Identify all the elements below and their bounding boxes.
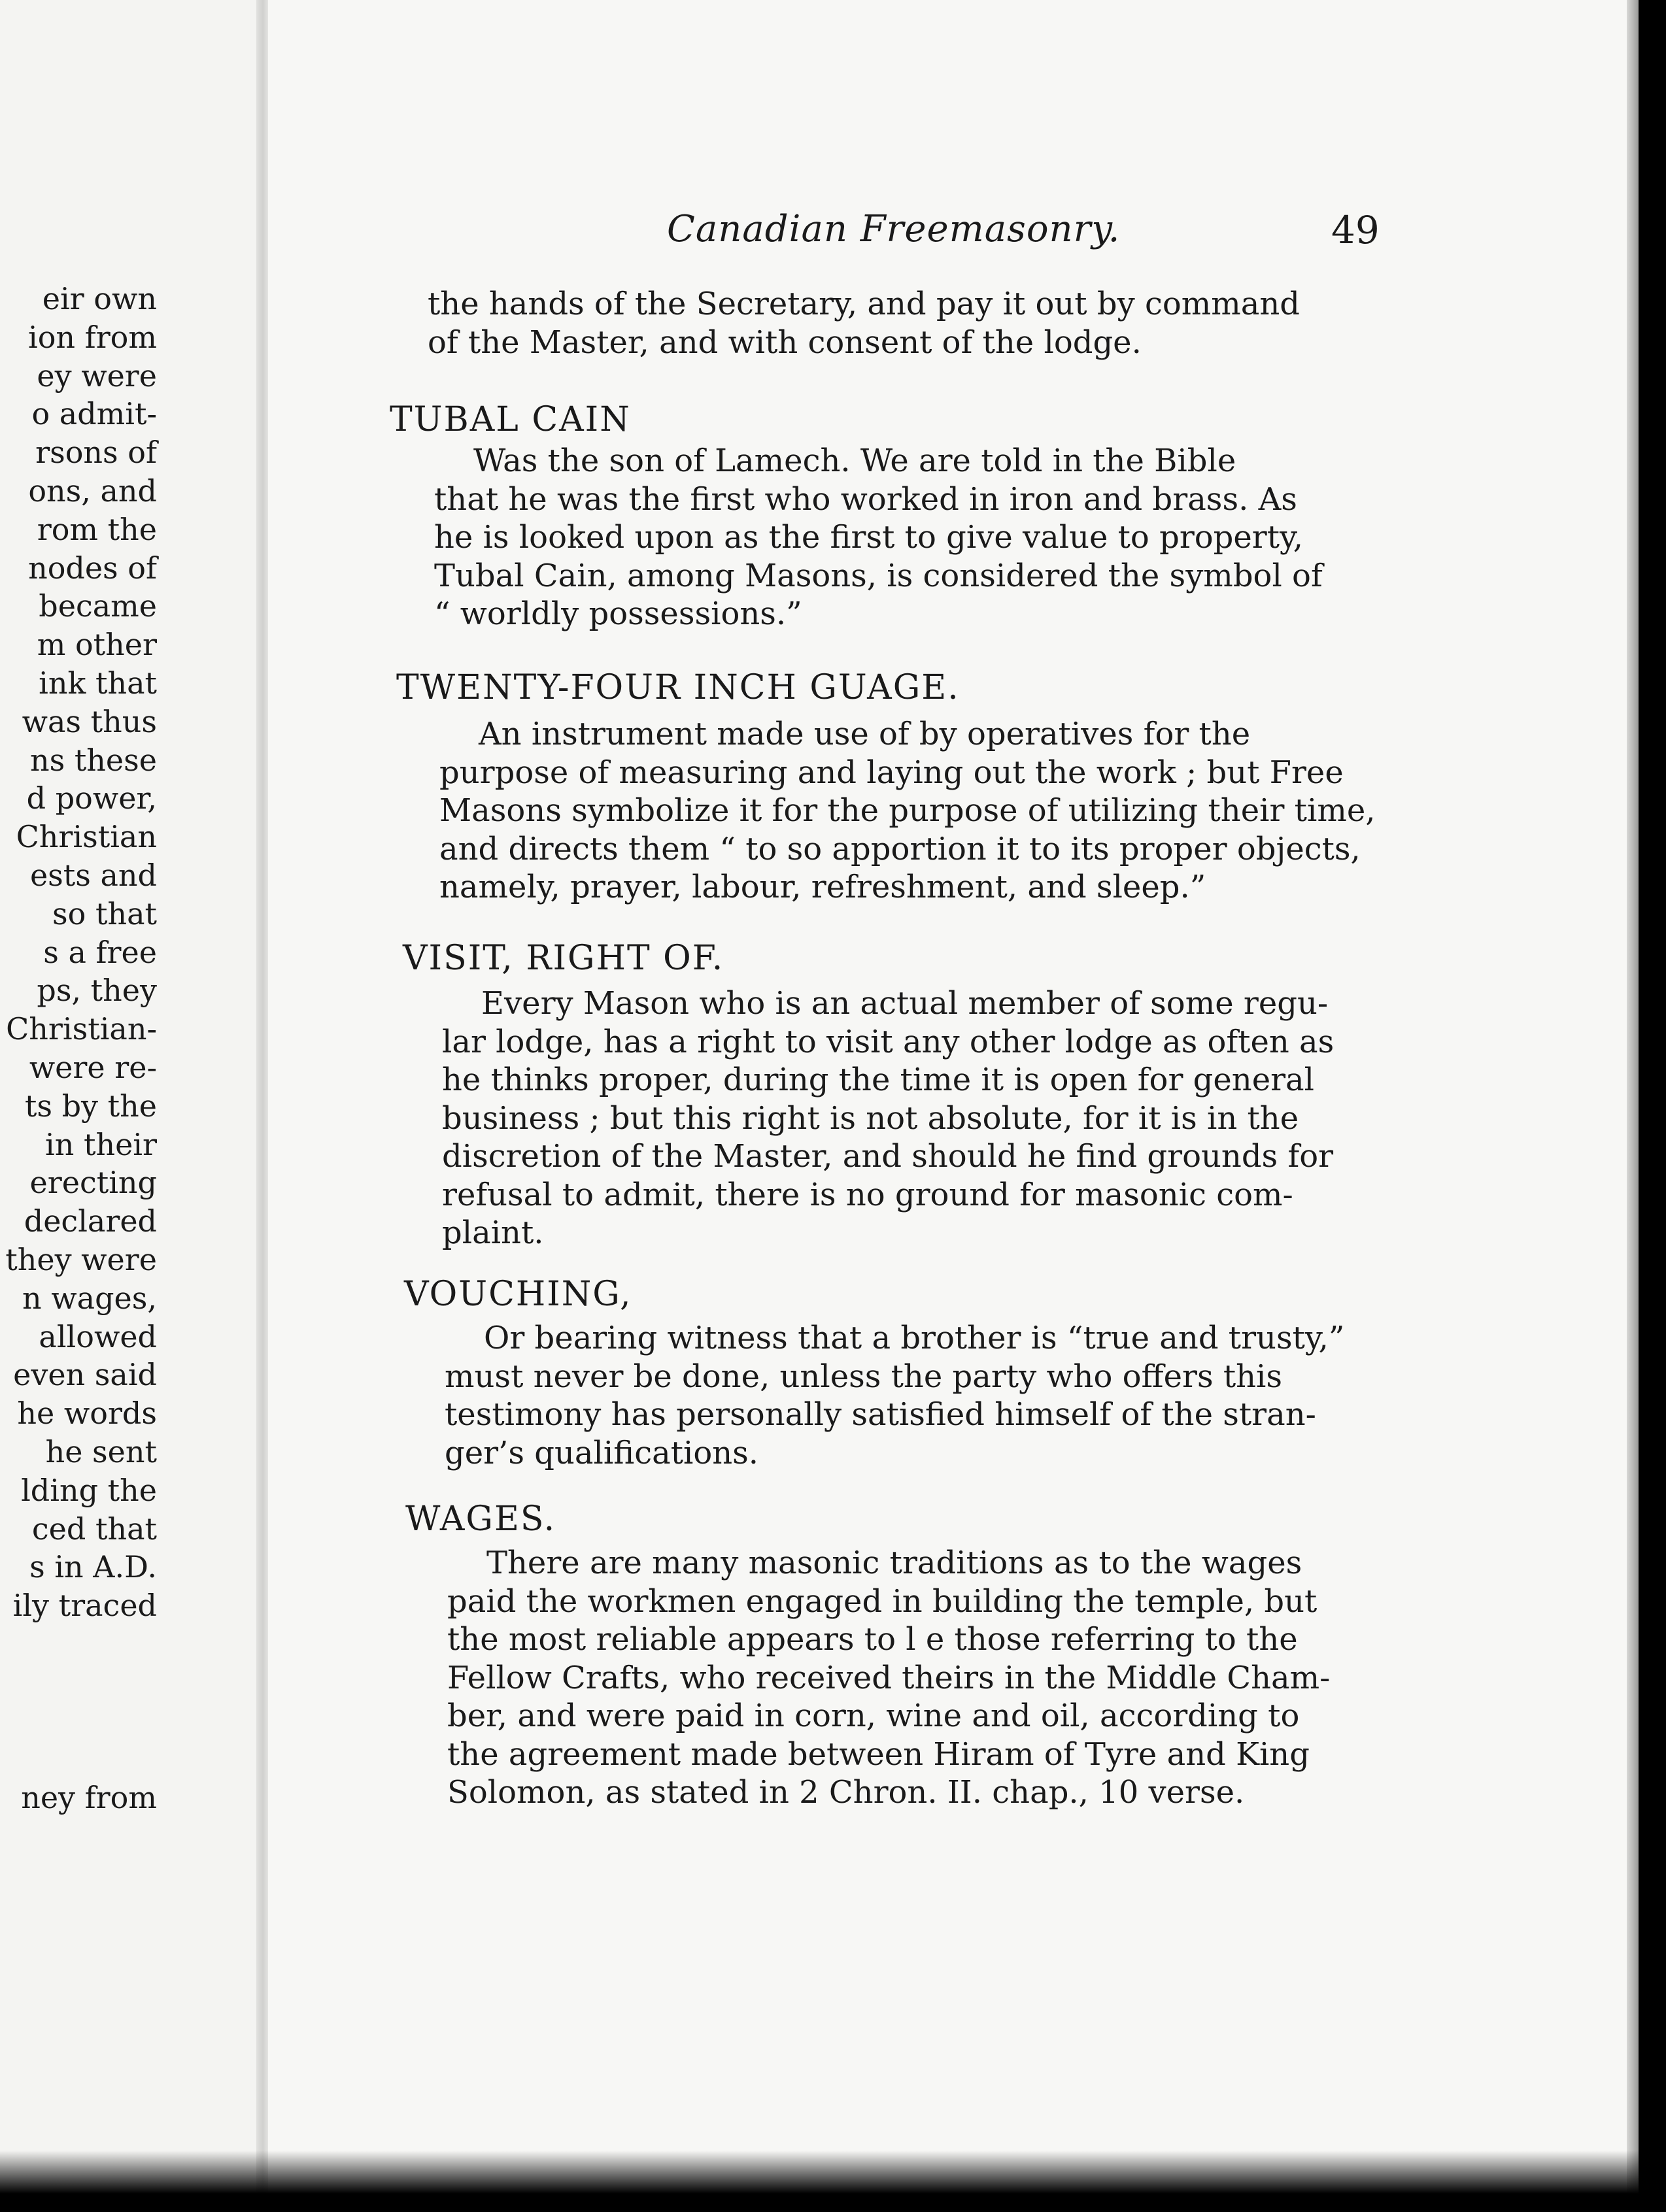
left-page-line: ons, and [28, 473, 157, 509]
left-page-line: he sent [45, 1433, 157, 1469]
text-line: the agreement made between Hiram of Tyre and King [447, 1735, 1310, 1773]
right-page [268, 0, 1633, 2212]
left-page-line: erecting [29, 1165, 157, 1201]
entry-body-wages [447, 1544, 1403, 1812]
entry-heading-twenty-four-inch-guage: TWENTY-FOUR INCH GUAGE. [396, 668, 960, 707]
left-page-line: ney from [21, 1779, 157, 1815]
left-page-line: rom the [37, 511, 157, 547]
left-page-line: so that [52, 896, 157, 931]
left-page-line: ns these [29, 742, 157, 778]
text-line: purpose of measuring and laying out the work ; but Free [439, 754, 1344, 791]
continuation-paragraph [428, 285, 1389, 361]
left-page-line: even said [13, 1357, 157, 1393]
page-number: 49 [1331, 208, 1380, 252]
entry-heading-wages: WAGES. [405, 1500, 556, 1539]
left-page-line: became [39, 588, 157, 624]
left-page-line: ts by the [24, 1088, 157, 1124]
text-line: plaint. [442, 1215, 544, 1251]
text-line: he thinks proper, during the time it is open for general [442, 1062, 1315, 1098]
text-line: discretion of the Master, and should he find grounds for [442, 1138, 1334, 1175]
entry-body-tubal-cain [434, 442, 1390, 633]
left-page-line: ink that [39, 665, 157, 701]
text-line: business ; but this right is not absolute, for it is in the [442, 1099, 1299, 1137]
entry-heading-tubal-cain: TUBAL CAIN [390, 400, 631, 439]
left-page-line: ced that [31, 1511, 157, 1547]
text-line: the most reliable appears to l e those referring to the [447, 1621, 1298, 1658]
text-line: lar lodge, has a right to visit any other lodge as often as [442, 1023, 1334, 1060]
left-page-text [5, 280, 157, 1817]
text-line: and directs them “ to so apportion it to its proper objects, [439, 830, 1361, 867]
left-page-line: in their [45, 1126, 157, 1162]
left-page-line: s in A.D. [29, 1549, 157, 1585]
left-page-line: lding the [21, 1472, 157, 1508]
text-line: “ worldly possessions.” [434, 595, 802, 632]
book-gutter [256, 0, 269, 2212]
text-line: ber, and were paid in corn, wine and oil, according to [447, 1698, 1300, 1734]
entry-heading-vouching: VOUCHING, [404, 1275, 632, 1314]
text-line: Solomon, as stated in 2 Chron. II. chap., 10 verse. [447, 1774, 1245, 1811]
entry-body-vouching [445, 1319, 1401, 1472]
text-line: paid the workmen engaged in building the temple, but [447, 1583, 1318, 1620]
left-page-line: ey were [37, 358, 157, 394]
left-page-line: ion from [28, 319, 157, 355]
left-page-line: ests and [29, 857, 157, 893]
page-fore-edge [1627, 0, 1666, 2212]
left-page-line: d power, [26, 780, 157, 816]
left-page-line: nodes of [28, 550, 157, 586]
text-line: Every Mason who is an actual member of some regu- [481, 985, 1329, 1022]
text-line: he is looked upon as the first to give value to property, [434, 519, 1304, 556]
left-page-line: m other [37, 627, 157, 663]
text-line: Fellow Crafts, who received theirs in the Middle Cham- [447, 1659, 1331, 1696]
text-line: refusal to admit, there is no ground for masonic com- [442, 1176, 1293, 1213]
left-page-line: was thus [22, 703, 157, 739]
left-page-line: he words [17, 1396, 157, 1432]
bottom-shadow [0, 2151, 1666, 2212]
text-line: namely, prayer, labour, refreshment, and sleep.” [439, 869, 1206, 905]
text-line: ger’s qualifications. [445, 1434, 759, 1471]
left-page-line: were re- [29, 1049, 157, 1085]
text-line: must never be done, unless the party who offers this [445, 1358, 1283, 1395]
text-line: Was the son of Lamech. We are told in the Bible [473, 443, 1236, 479]
text-line: of the Master, and with consent of the lodge. [428, 324, 1142, 361]
left-page-line: o admit- [31, 396, 157, 432]
text-line: Tubal Cain, among Masons, is considered the symbol of [434, 557, 1323, 594]
running-title: Canadian Freemasonry. [667, 208, 1121, 250]
text-line: testimony has personally satisfied himself of the stran- [445, 1396, 1316, 1433]
text-line: Or bearing witness that a brother is “true and trusty,” [484, 1320, 1345, 1356]
left-page-line: they were [5, 1241, 157, 1277]
left-page-line: ily traced [12, 1588, 157, 1624]
entry-heading-visit-right-of: VISIT, RIGHT OF. [403, 939, 724, 978]
text-line: Masons symbolize it for the purpose of utilizing their time, [439, 792, 1376, 829]
text-line: the hands of the Secretary, and pay it out by command [428, 286, 1300, 322]
left-page-line: allowed [39, 1318, 157, 1354]
left-page-line: s a free [43, 934, 157, 970]
left-page-line: rsons of [35, 435, 157, 471]
left-page-line: declared [24, 1203, 157, 1239]
left-page-line: Christian [16, 819, 157, 855]
entry-body-visit-right-of [442, 984, 1399, 1252]
entry-body-twenty-four-inch-guage [439, 715, 1395, 907]
left-page-line: n wages, [22, 1280, 157, 1316]
left-page-gap [5, 1625, 157, 1779]
left-page-line: eir own [42, 281, 157, 316]
left-page-line: Christian- [6, 1011, 157, 1047]
text-line: There are many masonic traditions as to the wages [486, 1545, 1302, 1581]
text-line: that he was the first who worked in iron and brass. As [434, 480, 1297, 518]
left-page-fragment [0, 0, 262, 2212]
text-line: An instrument made use of by operatives for the [479, 716, 1251, 752]
left-page-line: ps, they [37, 973, 157, 1009]
